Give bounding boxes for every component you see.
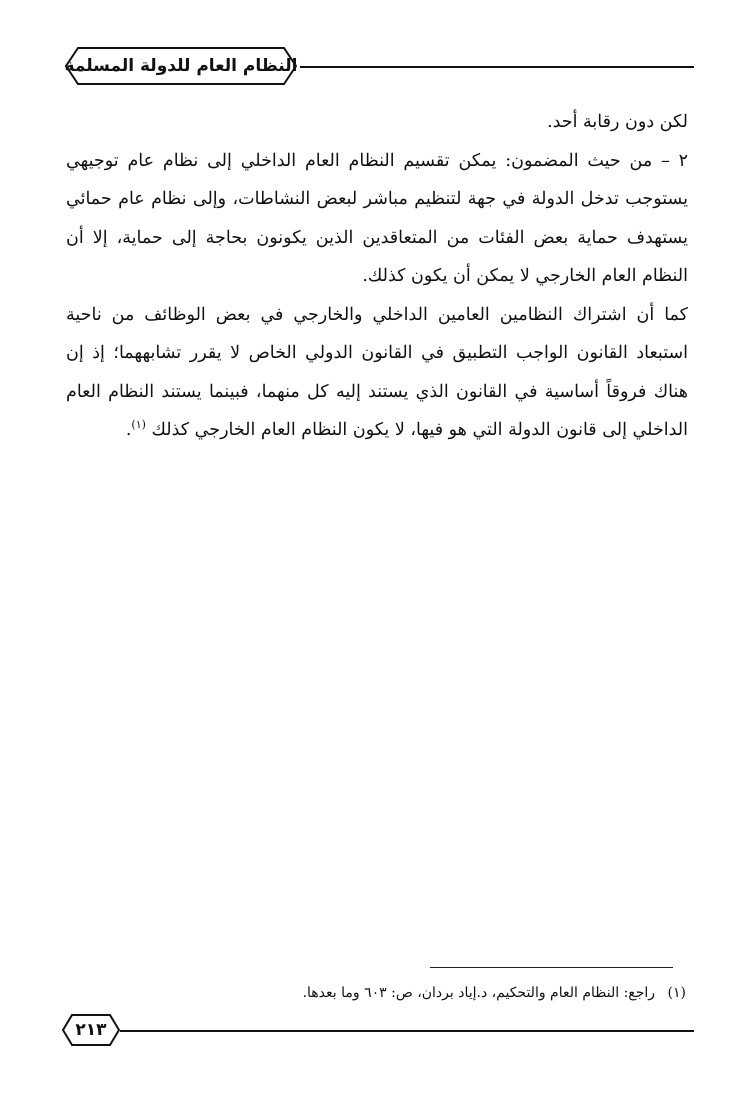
footnote-reference: (١) <box>131 418 146 432</box>
footnote-text: راجع: النظام العام والتحكيم، د.إياد بردان، ص: ٦٠٣ وما بعدها. <box>302 985 656 1001</box>
paragraph-3-text: كما أن اشتراك النظامين العامين الداخلي والخارجي في بعض الوظائف من ناحية استبعاد القانون الواجب التطبيق في القانون الدولي الخاص لا يقرر تشابههما؛ إذ إن هناك فروقاً أساسية في القانون الذي يستند إليه كل منهما، فبينما يستند النظام العام الداخلي إلى قانون الدولة التي هو فيها، لا يكون النظام العام الخارجي كذلك <box>66 304 688 440</box>
page-number: ٢١٣ <box>75 1020 107 1040</box>
footer-rule <box>120 1030 694 1032</box>
footnote-mark: (١) <box>667 985 686 1001</box>
running-header-title: النظام العام للدولة المسلمة <box>64 56 298 76</box>
paragraph-2: ٢ – من حيث المضمون: يمكن تقسيم النظام العام الداخلي إلى نظام عام توجيهي يستوجب تدخل الدولة في جهة لتنظيم مباشر لبعض النشاطات، وإلى نظام عام حمائي يستهدف حماية بعض الفئات من المتعاقدين الذين يكونون بحاجة إلى حماية، إلا أن النظام العام الخارجي لا يمكن أن يكون كذلك. <box>66 150 688 286</box>
header-badge <box>62 44 300 88</box>
footnote <box>66 980 686 1006</box>
paragraph-3-end: . <box>125 420 132 440</box>
main-text <box>66 103 688 450</box>
paragraph-3 <box>66 296 688 450</box>
header-rule <box>300 66 694 68</box>
paragraph-1: لكن دون رقابة أحد. <box>547 112 688 132</box>
page-number-badge <box>60 1012 122 1048</box>
footnote-separator <box>430 967 673 968</box>
